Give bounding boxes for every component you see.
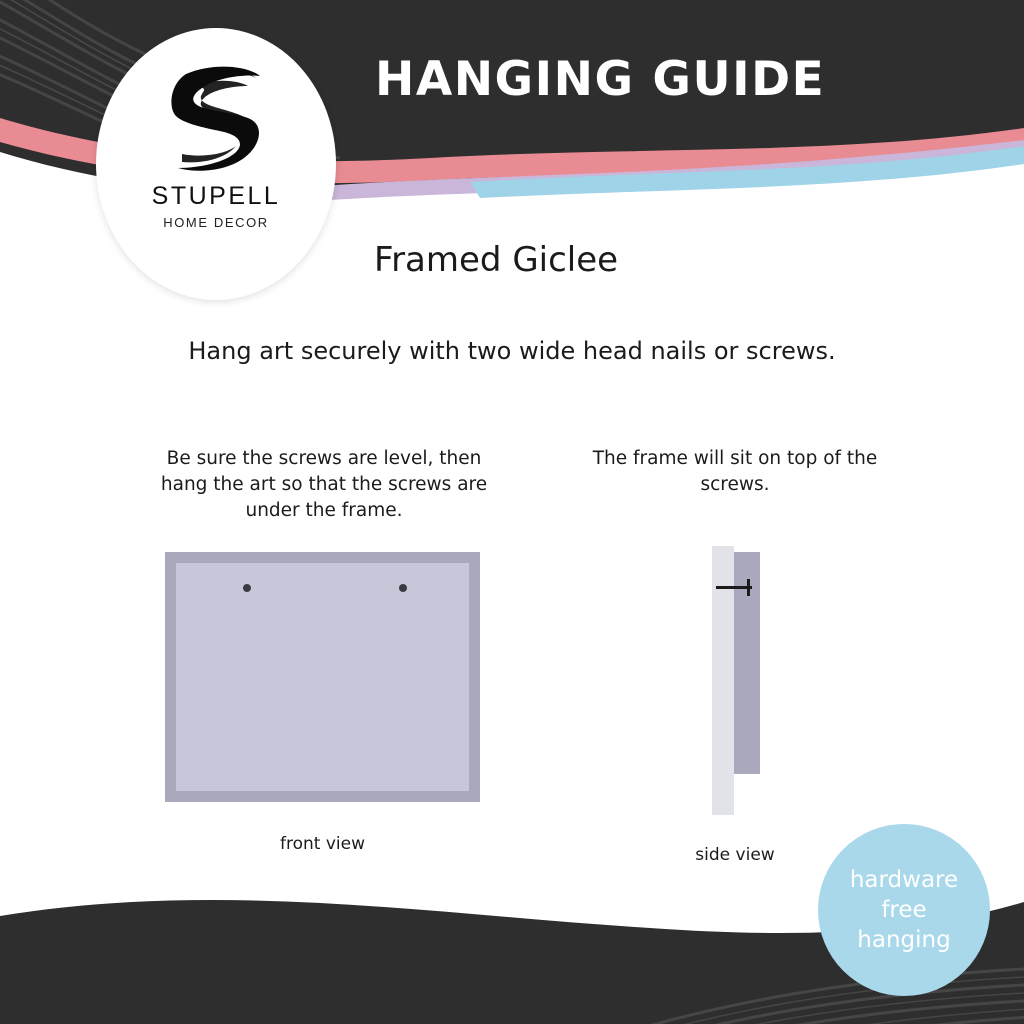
brand-badge: [96, 28, 336, 300]
side-view-screw-head-icon: [747, 579, 750, 596]
front-view-artwork-area: [176, 563, 469, 791]
front-view-frame-illustration: [165, 552, 480, 802]
side-view-instruction: The frame will sit on top of the screws.: [592, 448, 878, 495]
side-view-label: side view: [695, 845, 775, 865]
brand-subtitle: HOME DECOR: [163, 215, 269, 230]
screw-dot-left-icon: [243, 584, 251, 592]
badge-line-3: hanging: [857, 927, 951, 953]
front-view-label: front view: [280, 834, 365, 854]
front-view-instruction: Be sure the screws are level, then hang the art so that the screws are under the frame.: [160, 448, 488, 521]
screw-dot-right-icon: [399, 584, 407, 592]
badge-line-1: hardware: [849, 867, 959, 893]
badge-line-2: free: [881, 897, 927, 923]
page-title: HANGING GUIDE: [375, 52, 826, 107]
hardware-free-hanging-badge: [818, 824, 990, 996]
lead-instruction: Hang art securely with two wide head nails or screws.: [188, 337, 836, 365]
stupell-swoosh-logo-icon: [156, 58, 276, 176]
brand-name: STUPELL: [151, 182, 281, 210]
product-type-heading: Framed Giclee: [374, 240, 619, 280]
